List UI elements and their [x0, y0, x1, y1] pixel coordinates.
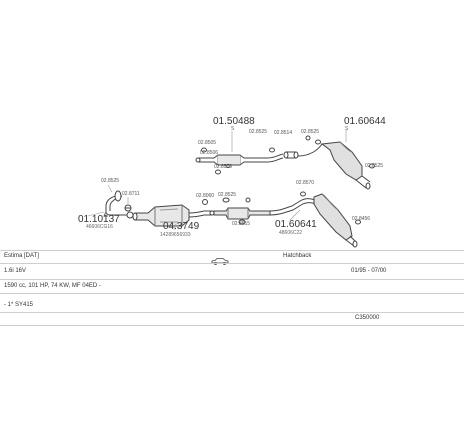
part-number-04-3749[interactable]: 04.3749 [163, 221, 200, 232]
clamp-front [125, 205, 131, 211]
small-part-label[interactable]: 02.8525 [301, 129, 320, 135]
part-suffix-01-50488: S [231, 126, 235, 132]
part-number-01-10137[interactable]: 01.10137 [78, 214, 120, 225]
centre-silencer [214, 208, 270, 219]
part-sub-01-60641: 48606C22 [279, 230, 303, 236]
small-part-label[interactable]: 02.8525 [218, 192, 237, 198]
small-part-label[interactable]: 02.8525 [249, 129, 268, 135]
part-sub-04-3749: 14289656933 [160, 232, 191, 238]
catalog-code: C350000 [355, 315, 380, 321]
small-part-label[interactable]: 02.8525 [365, 163, 384, 169]
divider [0, 293, 464, 294]
car-icon [211, 252, 229, 260]
vehicle-code: - 1* SY415 [4, 302, 34, 308]
gasket [203, 200, 208, 205]
small-part-label[interactable]: 02.8456 [352, 216, 371, 222]
rear-silencer-lower [314, 194, 357, 247]
divider [0, 325, 464, 326]
cat-outlet-pipe [189, 211, 214, 217]
small-part-label[interactable]: 02.8514 [274, 130, 293, 136]
model-name: Estima [DAT] [4, 253, 39, 259]
production-dates: 01/95 - 07/00 [351, 268, 387, 274]
engine-name: 1.6i 16V [4, 268, 27, 274]
divider [0, 263, 464, 264]
part-number-01-50488[interactable]: 01.50488 [213, 116, 255, 127]
divider [0, 279, 464, 280]
small-part-label[interactable]: 02.8711 [122, 191, 140, 197]
part-suffix-01-60644: S [345, 126, 349, 132]
part-number-01-60644[interactable]: 01.60644 [344, 116, 386, 127]
small-part-label[interactable]: 02.8506 [200, 150, 219, 156]
small-part-label[interactable]: 02.8505 [198, 140, 217, 146]
engine-details: 1590 cc, 101 HP, 74 KW, MF 04ED - [4, 283, 101, 289]
upper-connector [284, 152, 298, 158]
small-part-label[interactable]: 02.8570 [296, 180, 315, 186]
small-part-label[interactable]: 02.8515 [232, 221, 251, 227]
small-part-label[interactable]: 02.8060 [196, 193, 215, 199]
divider [0, 250, 464, 251]
part-number-01-60641[interactable]: 01.60641 [275, 219, 317, 230]
small-part-label[interactable]: 02.8510 [214, 164, 233, 170]
small-part-label[interactable]: 02.8525 [101, 178, 120, 184]
body-type: Hatchback [283, 253, 312, 259]
intermediate-pipe-lower [270, 199, 316, 215]
part-sub-01-10137: 46606CG16 [86, 224, 113, 230]
divider [0, 312, 464, 313]
